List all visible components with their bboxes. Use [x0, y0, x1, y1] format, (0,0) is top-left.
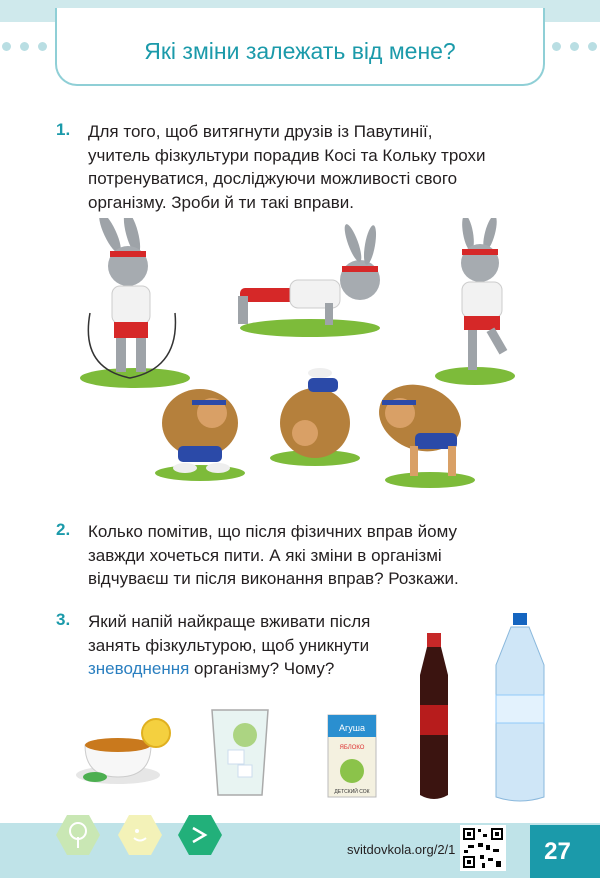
highlight-term: зневоднення — [88, 659, 190, 678]
juice-brand: Агуша — [338, 723, 366, 733]
cola-bottle-image — [420, 633, 448, 799]
rabbit-jump-rope-figure — [80, 218, 190, 388]
task-1-line: учитель фізкультури порадив Косі та Кольку трохи — [88, 145, 486, 165]
task-2-number: 2. — [56, 520, 71, 539]
task-1-line: організму. Зроби й ти такі вправи. — [88, 192, 355, 212]
task-2-line: Колько помітив, що після фізичних вправ йому — [88, 522, 458, 541]
water-bottle-image — [496, 613, 544, 801]
juice-box-image — [328, 715, 376, 797]
decor-dots-left — [2, 42, 47, 51]
drinks-illustration — [70, 605, 560, 810]
task-2-line: відчуваєш ти після виконання вправ? Розкажи. — [88, 569, 459, 588]
task-2-line: завжди хочеться пити. А які зміни в організмі — [88, 545, 442, 565]
rabbit-pushup-figure — [238, 222, 380, 337]
hedgehog-roll-figure — [270, 368, 360, 466]
hedgehog-squat-figure — [155, 389, 245, 481]
task-3-number: 3. — [56, 610, 71, 629]
task-1-line: Для того, щоб витягнути друзів із Павутинії, — [88, 122, 433, 141]
task-1-number: 1. — [56, 120, 71, 139]
page-number: 27 — [544, 838, 571, 865]
rabbit-march-figure — [435, 218, 515, 385]
title-box — [55, 8, 545, 86]
hedgehog-stretch-figure — [370, 374, 475, 488]
task-1-line: потренуватися, досліджуючи можливості свого — [88, 169, 458, 188]
task-3-line: занять фізкультурою, щоб уникнути — [88, 635, 370, 655]
task-2-text — [88, 520, 459, 591]
website-link[interactable]: svitdovkola.org/2/1 — [347, 842, 456, 857]
juice-sub: ДЕТСКИЙ СОК — [334, 789, 370, 795]
decor-dots-right — [552, 42, 597, 51]
qr-code-icon[interactable] — [460, 825, 506, 871]
task-3-line-rest: організму? Чому? — [189, 659, 335, 678]
task-1-text — [88, 120, 486, 214]
juice-label: ЯБЛОКО — [339, 745, 365, 751]
page-title: Які зміни залежать від мене? — [144, 38, 456, 64]
water-glass-image — [212, 710, 268, 795]
exercise-illustration — [70, 218, 540, 508]
tea-cup-image — [76, 719, 170, 784]
task-3-line: Який напій найкраще вживати після — [88, 612, 371, 631]
